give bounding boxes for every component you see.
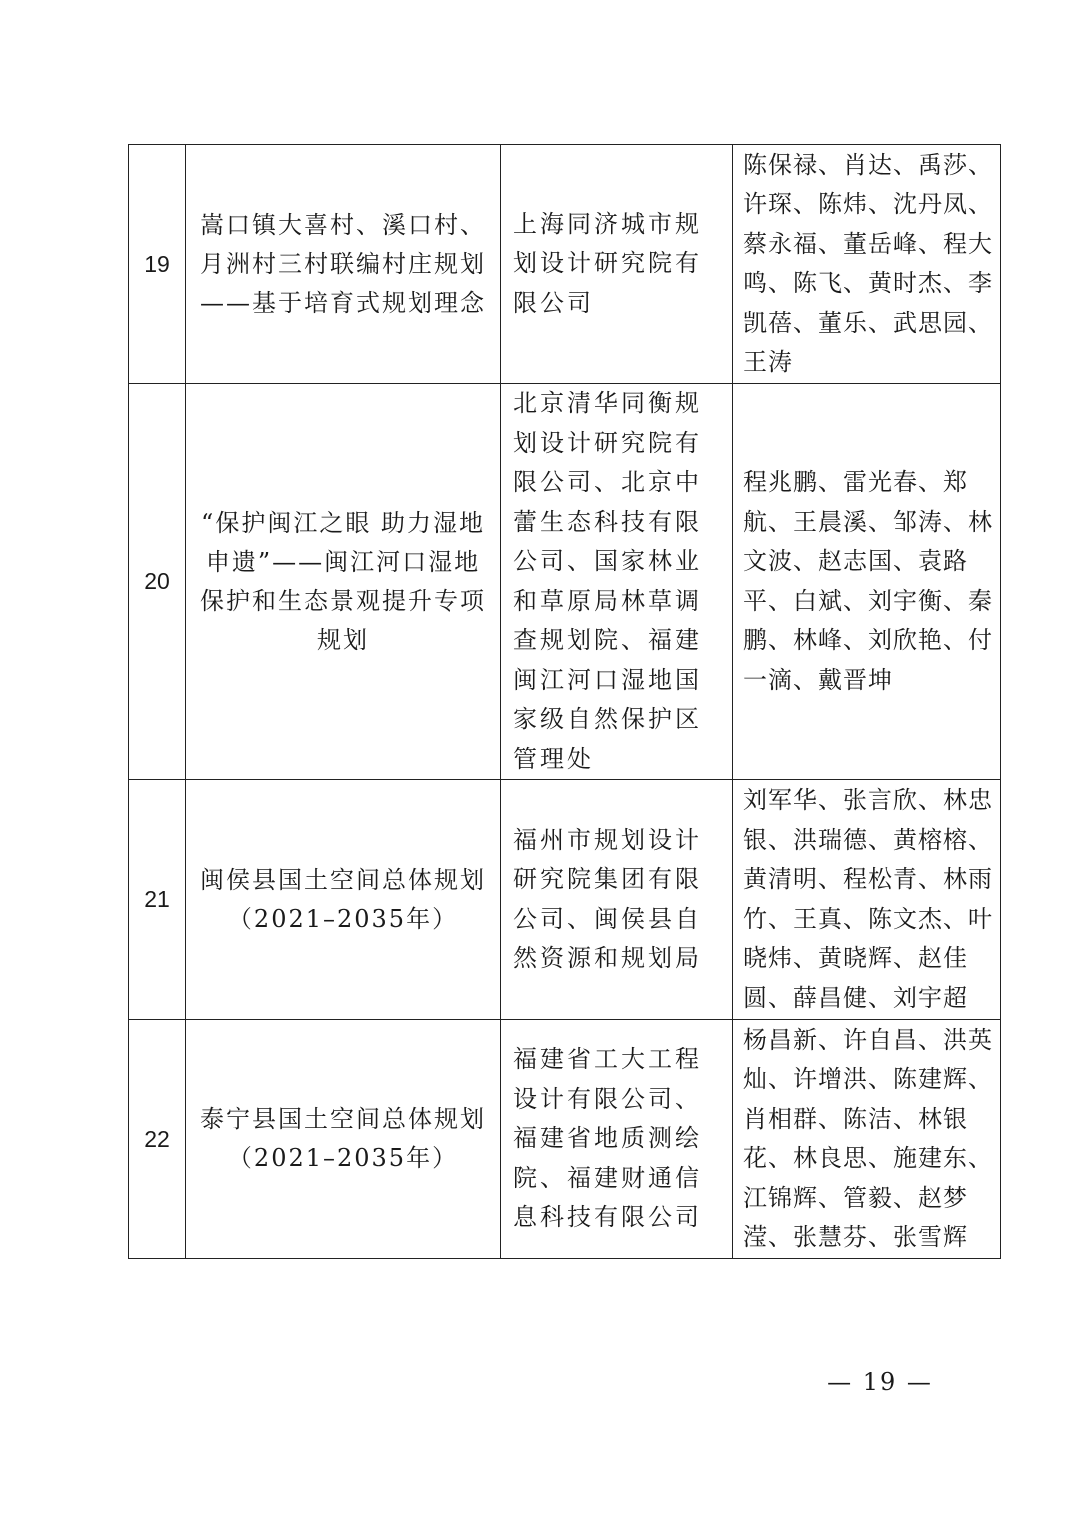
project-title: 闽侯县国土空间总体规划（2021–2035年） — [186, 780, 501, 1020]
team-members: 陈保禄、肖达、禹莎、许琛、陈炜、沈丹凤、蔡永福、董岳峰、程大鸣、陈飞、黄时杰、李凯蓓、董乐、武思园、王涛 — [733, 145, 1001, 384]
organization: 上海同济城市规划设计研究院有限公司 — [501, 145, 733, 384]
team-members: 刘军华、张言欣、林忠银、洪瑞德、黄榕榕、黄清明、程松青、林雨竹、王真、陈文杰、叶晓炜、黄晓辉、赵佳圆、薛昌健、刘宇超 — [733, 780, 1001, 1020]
organization: 福州市规划设计研究院集团有限公司、闽侯县自然资源和规划局 — [501, 780, 733, 1020]
row-number: 22 — [129, 1020, 186, 1259]
project-title: 嵩口镇大喜村、溪口村、月洲村三村联编村庄规划——基于培育式规划理念 — [186, 145, 501, 384]
project-title: “保护闽江之眼 助力湿地申遗”——闽江河口湿地保护和生态景观提升专项规划 — [186, 384, 501, 780]
project-title: 泰宁县国土空间总体规划（2021–2035年） — [186, 1020, 501, 1259]
row-number: 20 — [129, 384, 186, 780]
awards-table — [128, 144, 1001, 1259]
row-number: 21 — [129, 780, 186, 1020]
table-row — [129, 1020, 1001, 1259]
team-members: 程兆鹏、雷光春、郑航、王晨溪、邹涛、林文波、赵志国、袁路平、白斌、刘宇衡、秦鹏、林峰、刘欣艳、付一滴、戴晋坤 — [733, 384, 1001, 780]
organization: 北京清华同衡规划设计研究院有限公司、北京中蕾生态科技有限公司、国家林业和草原局林草调查规划院、福建闽江河口湿地国家级自然保护区管理处 — [501, 384, 733, 780]
page-number: — 19 — — [827, 1368, 933, 1396]
table-row — [129, 145, 1001, 384]
organization: 福建省工大工程设计有限公司、福建省地质测绘院、福建财通信息科技有限公司 — [501, 1020, 733, 1259]
team-members: 杨昌新、许自昌、洪英灿、许增洪、陈建辉、肖相群、陈洁、林银花、林良思、施建东、江锦辉、管毅、赵梦滢、张慧芬、张雪辉 — [733, 1020, 1001, 1259]
table-row — [129, 384, 1001, 780]
row-number: 19 — [129, 145, 186, 384]
table-row — [129, 780, 1001, 1020]
